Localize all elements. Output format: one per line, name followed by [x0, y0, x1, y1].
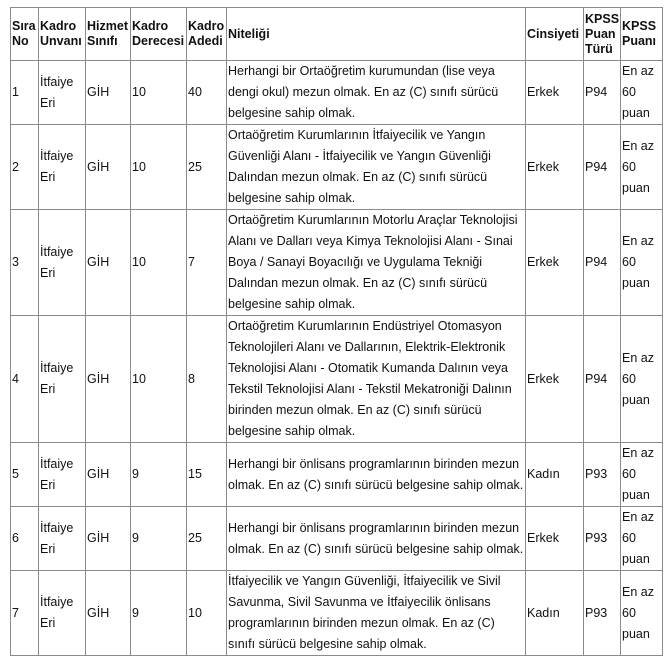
table-row: [11, 125, 663, 210]
cell-kadro-derecesi: 9: [131, 443, 187, 507]
header-row: [11, 8, 663, 61]
cell-kadro-unvani: İtfaiye Eri: [39, 61, 86, 125]
cell-niteligi: Ortaöğretim Kurumlarının Motorlu Araçlar Teknolojisi Alanı ve Dalları veya Kimya Teknolojisi Alanı - Sınai Boya / Sanayi Boyacılığı ve Uygulama Tekniği Dalından mezun olmak. En az (C) sınıfı sürücü belgesine sahip olmak.: [227, 210, 526, 316]
cell-kpss-puani: En az 60 puan: [621, 571, 663, 656]
table-row: [11, 210, 663, 316]
cell-sira-no: 5: [11, 443, 39, 507]
cell-kadro-derecesi: 9: [131, 571, 187, 656]
cell-cinsiyeti: Erkek: [526, 125, 584, 210]
cell-hizmet-sinifi: GİH: [86, 125, 131, 210]
cell-sira-no: 6: [11, 507, 39, 571]
cell-cinsiyeti: Erkek: [526, 61, 584, 125]
header-kpss-puan-turu: KPSS Puan Türü: [584, 8, 621, 61]
cell-hizmet-sinifi: GİH: [86, 507, 131, 571]
cell-kadro-adedi: 10: [187, 571, 227, 656]
cell-kadro-adedi: 8: [187, 316, 227, 443]
header-kadro-adedi: Kadro Adedi: [187, 8, 227, 61]
cell-kadro-adedi: 25: [187, 507, 227, 571]
cell-kpss-puani: En az 60 puan: [621, 507, 663, 571]
cell-kadro-derecesi: 9: [131, 507, 187, 571]
cell-niteligi: Herhangi bir Ortaöğretim kurumundan (lise veya dengi okul) mezun olmak. En az (C) sınıfı sürücü belgesine sahip olmak.: [227, 61, 526, 125]
cell-sira-no: 3: [11, 210, 39, 316]
cell-kadro-adedi: 40: [187, 61, 227, 125]
cell-kadro-derecesi: 10: [131, 316, 187, 443]
cell-kpss-puani: En az 60 puan: [621, 316, 663, 443]
cell-cinsiyeti: Kadın: [526, 571, 584, 656]
header-kadro-derecesi: Kadro Derecesi: [131, 8, 187, 61]
header-cinsiyeti: Cinsiyeti: [526, 8, 584, 61]
cell-kpss-puan-turu: P93: [584, 571, 621, 656]
cell-cinsiyeti: Erkek: [526, 210, 584, 316]
header-hizmet-sinifi: Hizmet Sınıfı: [86, 8, 131, 61]
table-row: [11, 61, 663, 125]
cell-kadro-adedi: 15: [187, 443, 227, 507]
cell-niteligi: İtfaiyecilik ve Yangın Güvenliği, İtfaiyecilik ve Sivil Savunma, Sivil Savunma ve İtfaiyecilik önlisans programlarının birinden mezun olmak. En az (C) sınıfı sürücü belgesine sahip olmak.: [227, 571, 526, 656]
cell-kpss-puan-turu: P94: [584, 61, 621, 125]
cell-kadro-unvani: İtfaiye Eri: [39, 507, 86, 571]
recruitment-table: [10, 7, 663, 656]
header-niteligi: Niteliği: [227, 8, 526, 61]
cell-hizmet-sinifi: GİH: [86, 571, 131, 656]
cell-kadro-unvani: İtfaiye Eri: [39, 125, 86, 210]
cell-kadro-derecesi: 10: [131, 61, 187, 125]
cell-sira-no: 2: [11, 125, 39, 210]
cell-kpss-puan-turu: P94: [584, 316, 621, 443]
cell-cinsiyeti: Erkek: [526, 507, 584, 571]
cell-cinsiyeti: Kadın: [526, 443, 584, 507]
cell-kadro-unvani: İtfaiye Eri: [39, 571, 86, 656]
cell-hizmet-sinifi: GİH: [86, 210, 131, 316]
cell-kadro-unvani: İtfaiye Eri: [39, 443, 86, 507]
cell-sira-no: 1: [11, 61, 39, 125]
cell-kadro-adedi: 7: [187, 210, 227, 316]
cell-cinsiyeti: Erkek: [526, 316, 584, 443]
table-row: [11, 443, 663, 507]
table-body: [11, 61, 663, 656]
cell-niteligi: Ortaöğretim Kurumlarının Endüstriyel Otomasyon Teknolojileri Alanı ve Dallarının, Elektrik-Elektronik Teknolojisi Alanı - Otomatik Kumanda Dalının veya Tekstil Teknolojisi Alanı - Tekstil Mekatroniği Dalının birinden mezun olmak. En az (C) sınıfı sürücü belgesine sahip olmak.: [227, 316, 526, 443]
cell-niteligi: Ortaöğretim Kurumlarının İtfaiyecilik ve Yangın Güvenliği Alanı - İtfaiyecilik ve Yangın Güvenliği Dalından mezun olmak. En az (C) sınıfı sürücü belgesine sahip olmak.: [227, 125, 526, 210]
table-row: [11, 571, 663, 656]
cell-kadro-derecesi: 10: [131, 125, 187, 210]
cell-kpss-puani: En az 60 puan: [621, 61, 663, 125]
header-sira-no: Sıra No: [11, 8, 39, 61]
cell-niteligi: Herhangi bir önlisans programlarının birinden mezun olmak. En az (C) sınıfı sürücü belgesine sahip olmak.: [227, 507, 526, 571]
cell-kpss-puan-turu: P94: [584, 125, 621, 210]
cell-kpss-puani: En az 60 puan: [621, 443, 663, 507]
cell-hizmet-sinifi: GİH: [86, 443, 131, 507]
cell-kpss-puan-turu: P94: [584, 210, 621, 316]
cell-sira-no: 7: [11, 571, 39, 656]
cell-kadro-unvani: İtfaiye Eri: [39, 316, 86, 443]
header-kadro-unvani: Kadro Unvanı: [39, 8, 86, 61]
table-row: [11, 507, 663, 571]
cell-kadro-derecesi: 10: [131, 210, 187, 316]
cell-hizmet-sinifi: GİH: [86, 61, 131, 125]
cell-niteligi: Herhangi bir önlisans programlarının birinden mezun olmak. En az (C) sınıfı sürücü belgesine sahip olmak.: [227, 443, 526, 507]
cell-kpss-puani: En az 60 puan: [621, 210, 663, 316]
table-row: [11, 316, 663, 443]
cell-kpss-puani: En az 60 puan: [621, 125, 663, 210]
cell-sira-no: 4: [11, 316, 39, 443]
cell-kpss-puan-turu: P93: [584, 443, 621, 507]
cell-hizmet-sinifi: GİH: [86, 316, 131, 443]
cell-kpss-puan-turu: P93: [584, 507, 621, 571]
cell-kadro-unvani: İtfaiye Eri: [39, 210, 86, 316]
header-kpss-puani: KPSS Puanı: [621, 8, 663, 61]
cell-kadro-adedi: 25: [187, 125, 227, 210]
